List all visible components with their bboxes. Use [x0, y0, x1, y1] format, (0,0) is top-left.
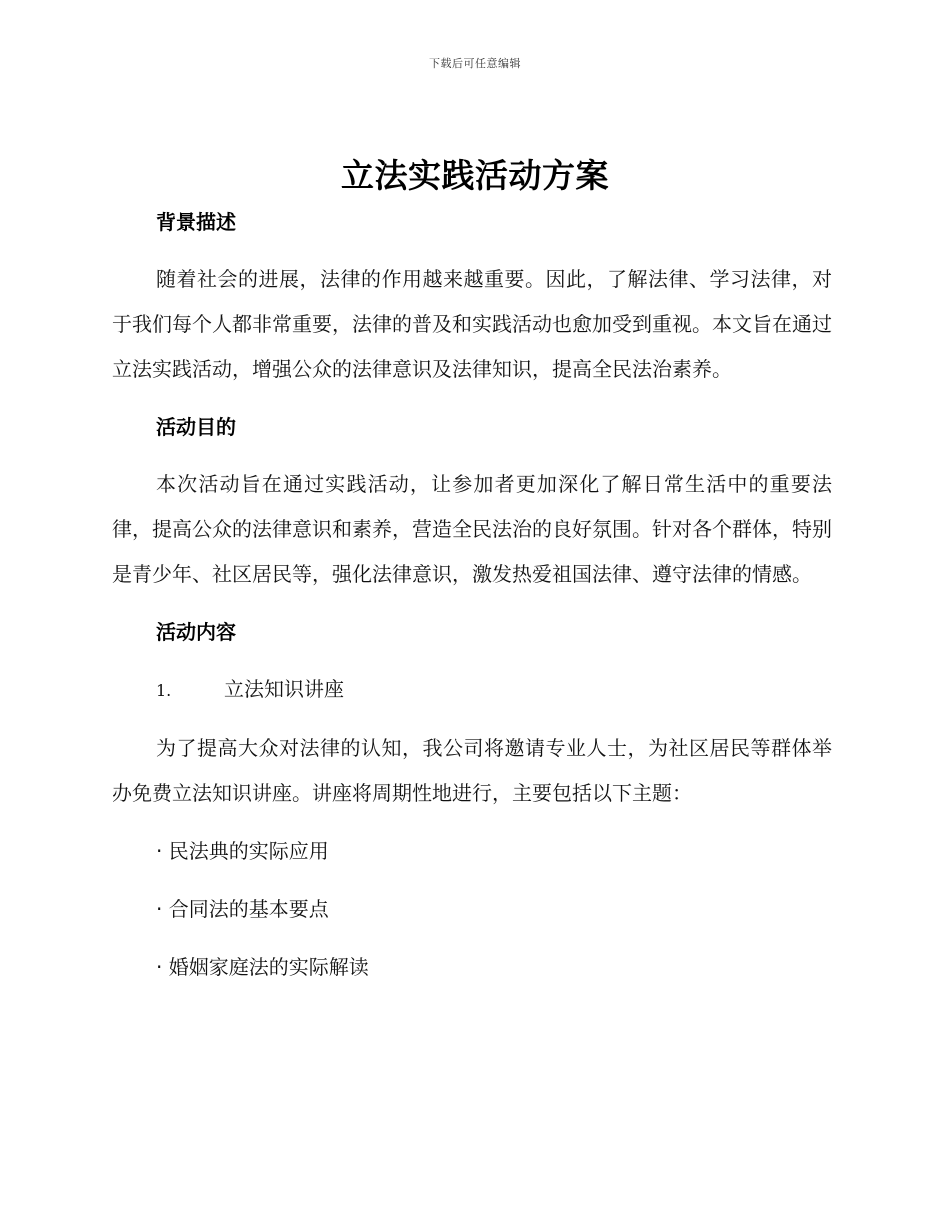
purpose-paragraph: 本次活动旨在通过实践活动，让参加者更加深化了解日常生活中的重要法律，提高公众的法律意识和素养，营造全民法治的良好氛围。针对各个群体，特别是青少年、社区居民等，强化法律意识，激发热爱祖国法律、遵守法律的情感。 [112, 472, 832, 586]
item-number: 1. [156, 681, 172, 700]
document-body [112, 200, 832, 990]
header-note: 下载后可任意编辑 [429, 57, 521, 70]
section-heading-content: 活动内容 [156, 620, 236, 644]
document-title: 立法实践活动方案 [341, 156, 609, 195]
section-heading-background: 背景描述 [156, 210, 236, 234]
item-title: 立法知识讲座 [224, 677, 344, 701]
background-paragraph: 随着社会的进展，法律的作用越来越重要。因此，了解法律、学习法律，对于我们每个人都非常重要，法律的普及和实践活动也愈加受到重视。本文旨在通过立法实践活动，增强公众的法律意识及法律知识，提高全民法治素养。 [112, 267, 832, 381]
bullet-item: · 婚姻家庭法的实际解读 [156, 955, 369, 979]
bullet-item: · 合同法的基本要点 [156, 897, 329, 921]
bullet-item: · 民法典的实际应用 [156, 839, 329, 863]
section-heading-purpose: 活动目的 [156, 415, 236, 439]
numbered-item-1 [112, 667, 832, 713]
lecture-paragraph: 为了提高大众对法律的认知，我公司将邀请专业人士，为社区居民等群体举办免费立法知识讲座。讲座将周期性地进行，主要包括以下主题： [112, 736, 832, 805]
